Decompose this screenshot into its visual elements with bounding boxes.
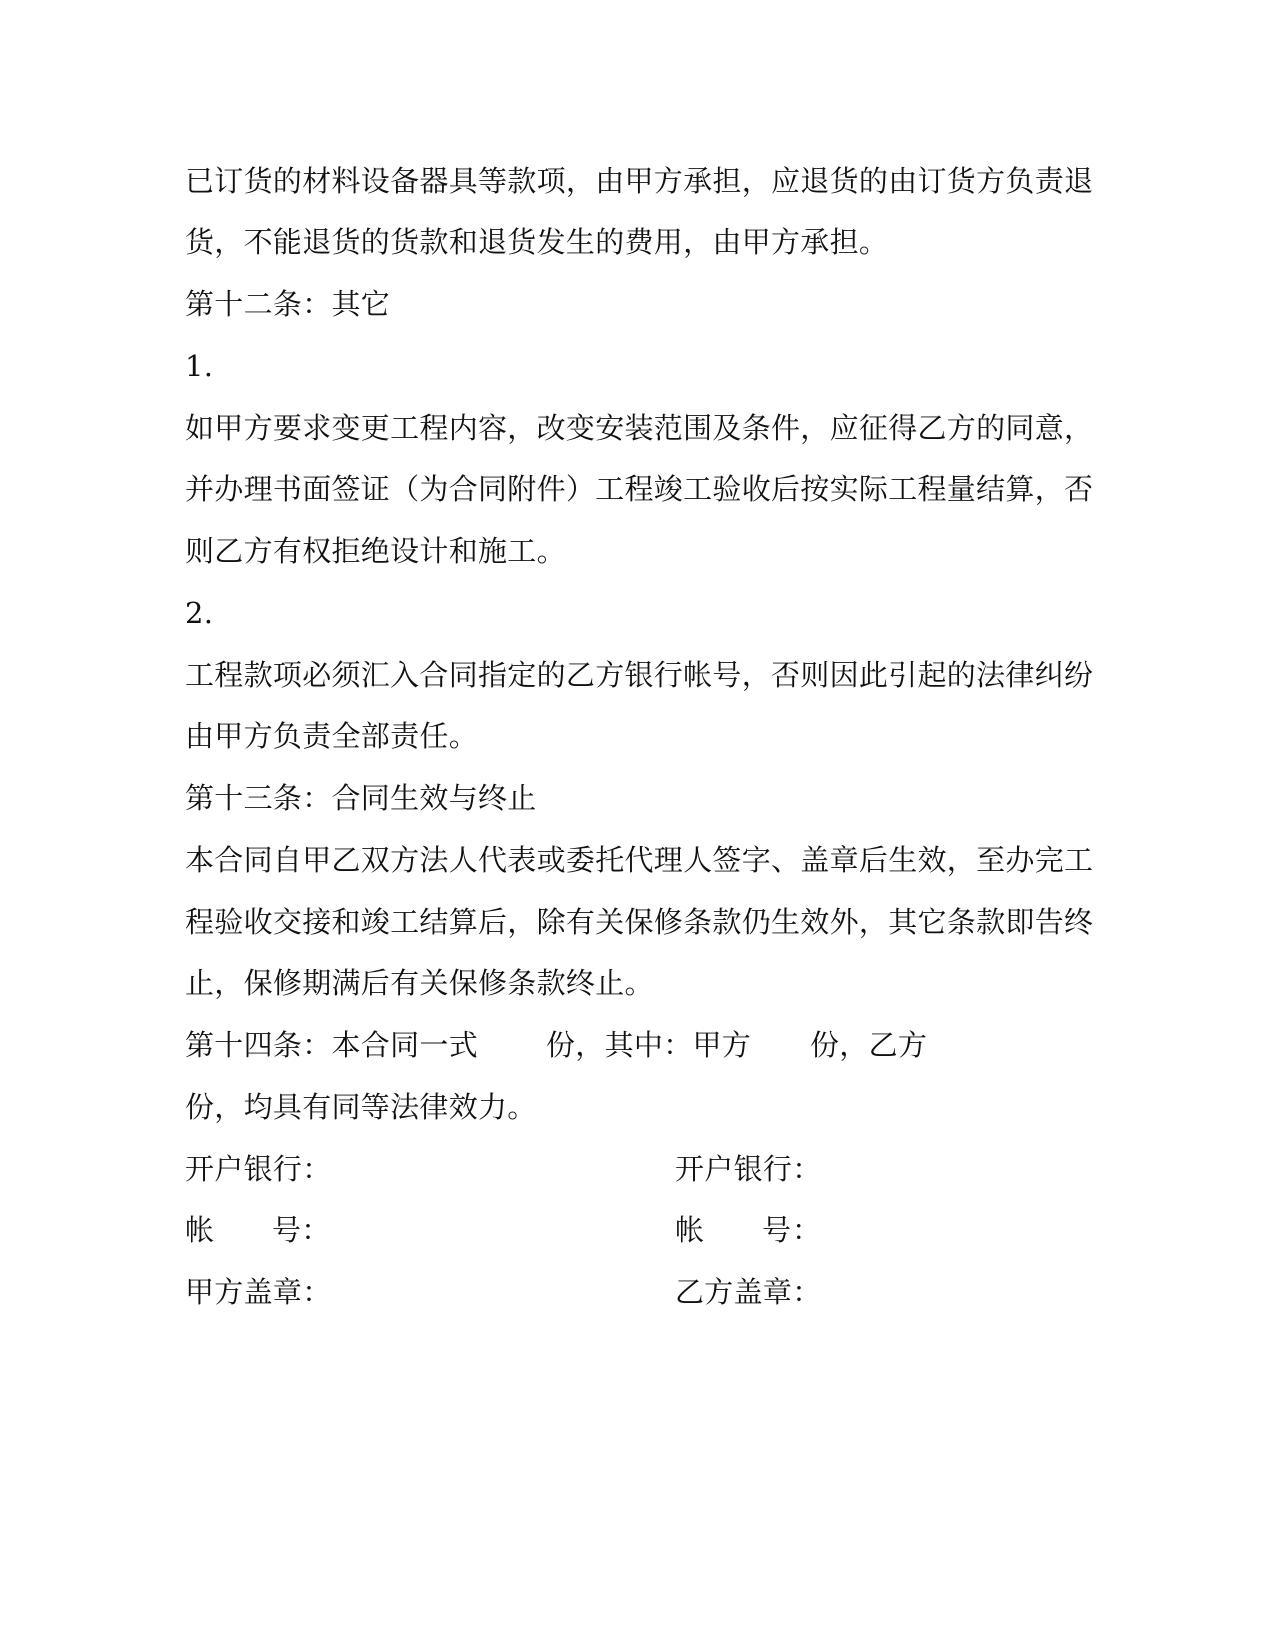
paragraph-line: 并办理书面签证（为合同附件）工程竣工验收后按实际工程量结算，否 — [185, 472, 1094, 506]
party-a-account-label-a: 帐 — [185, 1213, 215, 1247]
item-number-1: 1. — [185, 349, 214, 383]
article-14-part3: 份，乙方 — [810, 1028, 928, 1062]
paragraph-line: 如甲方要求变更工程内容，改变安装范围及条件，应征得乙方的同意， — [185, 411, 1094, 445]
paragraph-line: 已订货的材料设备器具等款项，由甲方承担，应退货的由订货方负责退 — [185, 164, 1094, 198]
party-b-seal-label: 乙方盖章： — [675, 1275, 822, 1309]
paragraph-line: 由甲方负责全部责任。 — [185, 719, 479, 753]
paragraph-line: 工程款项必须汇入合同指定的乙方银行帐号，否则因此引起的法律纠纷 — [185, 658, 1094, 692]
party-a-account-label-b: 号： — [272, 1213, 331, 1247]
paragraph-line: 则乙方有权拒绝设计和施工。 — [185, 534, 566, 568]
article-14-part2: 份，其中：甲方 — [546, 1028, 752, 1062]
paragraph-line: 本合同自甲乙双方法人代表或委托代理人签字、盖章后生效，至办完工 — [185, 843, 1094, 877]
paragraph-line: 货，不能退货的货款和退货发生的费用，由甲方承担。 — [185, 225, 889, 259]
article-14-part4: 份，均具有同等法律效力。 — [185, 1090, 537, 1124]
article-13-heading: 第十三条：合同生效与终止 — [185, 781, 537, 815]
party-a-seal-label: 甲方盖章： — [185, 1275, 332, 1309]
paragraph-line: 程验收交接和竣工结算后，除有关保修条款仍生效外，其它条款即告终 — [185, 905, 1094, 939]
article-14-part1: 第十四条：本合同一式 — [185, 1028, 479, 1062]
party-a-bank-label: 开户银行： — [185, 1152, 332, 1186]
article-12-heading: 第十二条：其它 — [185, 287, 391, 321]
party-b-account-label-a: 帐 — [675, 1213, 705, 1247]
item-number-2: 2. — [185, 596, 214, 630]
party-b-account-label-b: 号 — [762, 1213, 792, 1247]
party-b-account-colon: ： — [792, 1213, 822, 1247]
party-b-bank-label: 开户银行： — [675, 1152, 822, 1186]
paragraph-line: 止，保修期满后有关保修条款终止。 — [185, 966, 654, 1000]
